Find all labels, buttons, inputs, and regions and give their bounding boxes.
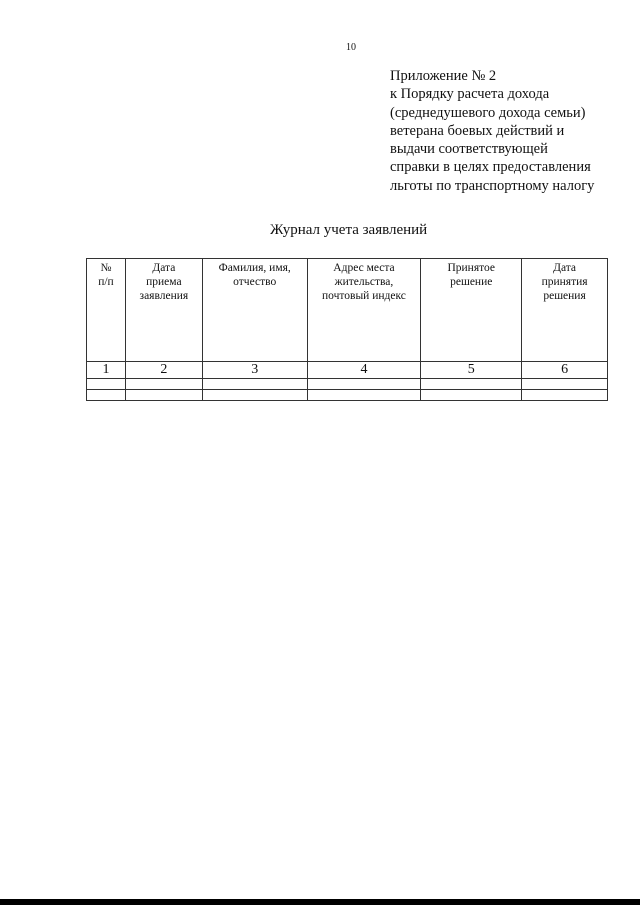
- header-cell-date-received: Дата приема заявления: [125, 259, 202, 362]
- header-cell-decision: Принятое решение: [421, 259, 522, 362]
- column-number-cell: 4: [307, 362, 421, 379]
- table-row: [87, 379, 608, 390]
- appendix-line: льготы по транспортному налогу: [390, 177, 595, 194]
- empty-cell: [202, 390, 307, 401]
- column-numbers-row: [87, 362, 608, 379]
- empty-cell: [125, 379, 202, 390]
- column-number-cell: 5: [421, 362, 522, 379]
- journal-table: [86, 258, 608, 401]
- document-title: Журнал учета заявлений: [270, 222, 428, 238]
- appendix-line: Приложение № 2: [390, 68, 497, 84]
- empty-cell: [125, 390, 202, 401]
- header-cell-address: Адрес места жительства, почтовый индекс: [307, 259, 421, 362]
- empty-cell: [421, 379, 522, 390]
- header-cell-number: № п/п: [87, 259, 126, 362]
- empty-cell: [202, 379, 307, 390]
- scan-edge: [0, 899, 640, 905]
- column-number-cell: 2: [125, 362, 202, 379]
- empty-cell: [307, 390, 421, 401]
- empty-cell: [87, 390, 126, 401]
- table-row: [87, 390, 608, 401]
- empty-cell: [421, 390, 522, 401]
- empty-cell: [87, 379, 126, 390]
- appendix-line: выдачи соответствующей: [390, 141, 548, 158]
- appendix-line: ветерана боевых действий и: [390, 122, 565, 139]
- table-header-row: [87, 259, 608, 362]
- column-number-cell: 6: [522, 362, 608, 379]
- empty-cell: [522, 390, 608, 401]
- column-number-cell: 3: [202, 362, 307, 379]
- appendix-line: справки в целях предоставления: [390, 159, 591, 176]
- appendix-block: [390, 67, 625, 195]
- empty-cell: [307, 379, 421, 390]
- empty-cell: [522, 379, 608, 390]
- appendix-line: к Порядку расчета дохода: [390, 86, 550, 103]
- header-cell-full-name: Фамилия, имя, отчество: [202, 259, 307, 362]
- appendix-line: (среднедушевого дохода семьи): [390, 104, 586, 121]
- header-cell-decision-date: Дата принятия решения: [522, 259, 608, 362]
- page-number: 10: [346, 42, 356, 53]
- column-number-cell: 1: [87, 362, 126, 379]
